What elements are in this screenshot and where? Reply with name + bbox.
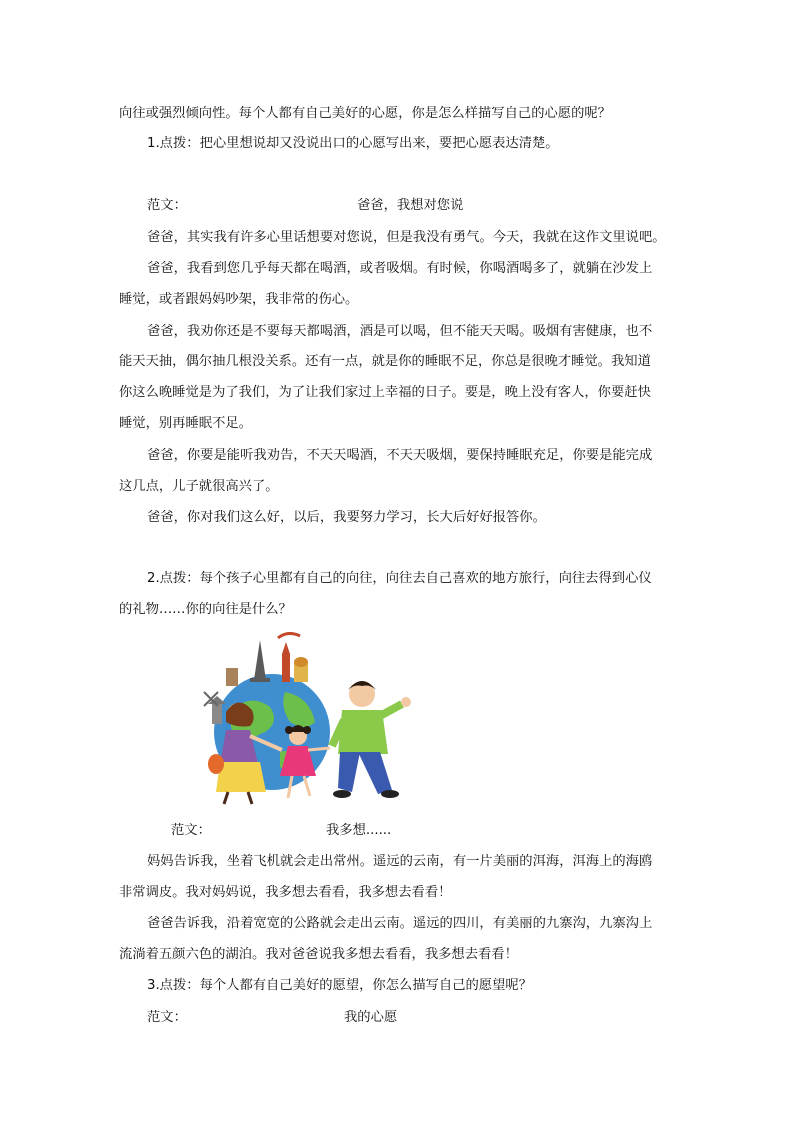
- section3-sample-title: 我的心愿: [344, 1010, 398, 1025]
- paragraph-line: 爸爸，你对我们这么好，以后，我要努力学习，长大后好好报答你。: [147, 510, 546, 525]
- section2-sample-title: 我多想......: [326, 823, 392, 838]
- paragraph-line: 爸爸，你要是能听我劝告，不天天喝酒，不天天吸烟，要保持睡眠充足，你要是能完成: [147, 448, 653, 463]
- family-travel-illustration: [190, 632, 430, 810]
- section1-tip: 1.点拨：把心里想说却又没说出口的心愿写出来，要把心愿表达清楚。: [147, 136, 559, 151]
- section1-sample-title: 爸爸，我想对您说: [357, 198, 464, 213]
- paragraph-line: 你这么晚睡觉是为了我们，为了让我们家过上幸福的日子。要是，晚上没有客人，你要赶快: [119, 385, 651, 400]
- paragraph-line: 流淌着五颜六色的湖泊。我对爸爸说我多想去看看，我多想去看看！: [119, 947, 518, 962]
- paragraph-line: 睡觉，或者跟妈妈吵架，我非常的伤心。: [119, 292, 359, 307]
- paragraph-line: 爸爸，其实我有许多心里话想要对您说，但是我没有勇气。今天，我就在这作文里说吧。: [147, 230, 666, 245]
- section1-sample-label: 范文：: [147, 198, 187, 213]
- paragraph-line: 爸爸告诉我，沿着宽宽的公路就会走出云南。遥远的四川，有美丽的九寨沟，九寨沟上: [147, 916, 653, 931]
- paragraph-line: 妈妈告诉我，坐着飞机就会走出常州。遥远的云南，有一片美丽的洱海，洱海上的海鸥: [147, 854, 653, 869]
- section2-sample-label: 范文：: [171, 823, 211, 838]
- paragraph-line: 能天天抽，偶尔抽几根没关系。还有一点，就是你的睡眠不足，你总是很晚才睡觉。我知道: [119, 354, 651, 369]
- paragraph-line: 这几点，儿子就很高兴了。: [119, 479, 279, 494]
- section3-tip: 3.点拨：每个人都有自己美好的愿望，你怎么描写自己的愿望呢？: [147, 978, 532, 993]
- paragraph-line: 爸爸，我看到您几乎每天都在喝酒，或者吸烟。有时候，你喝酒喝多了，就躺在沙发上: [147, 261, 653, 276]
- section2-tip-line2: 的礼物……你的向往是什么？: [119, 602, 292, 617]
- section2-tip-line1: 2.点拨：每个孩子心里都有自己的向往，向往去自己喜欢的地方旅行，向往去得到心仪: [147, 571, 652, 586]
- paragraph-line: 睡觉，别再睡眠不足。: [119, 416, 252, 431]
- intro-line: 向往或强烈倾向性。每个人都有自己美好的心愿，你是怎么样描写自己的心愿的呢？: [119, 106, 611, 121]
- paragraph-line: 非常调皮。我对妈妈说，我多想去看看，我多想去看看！: [119, 885, 452, 900]
- section3-sample-label: 范文：: [147, 1010, 187, 1025]
- paragraph-line: 爸爸，我劝你还是不要每天都喝酒，酒是可以喝，但不能天天喝。吸烟有害健康，也不: [147, 324, 653, 339]
